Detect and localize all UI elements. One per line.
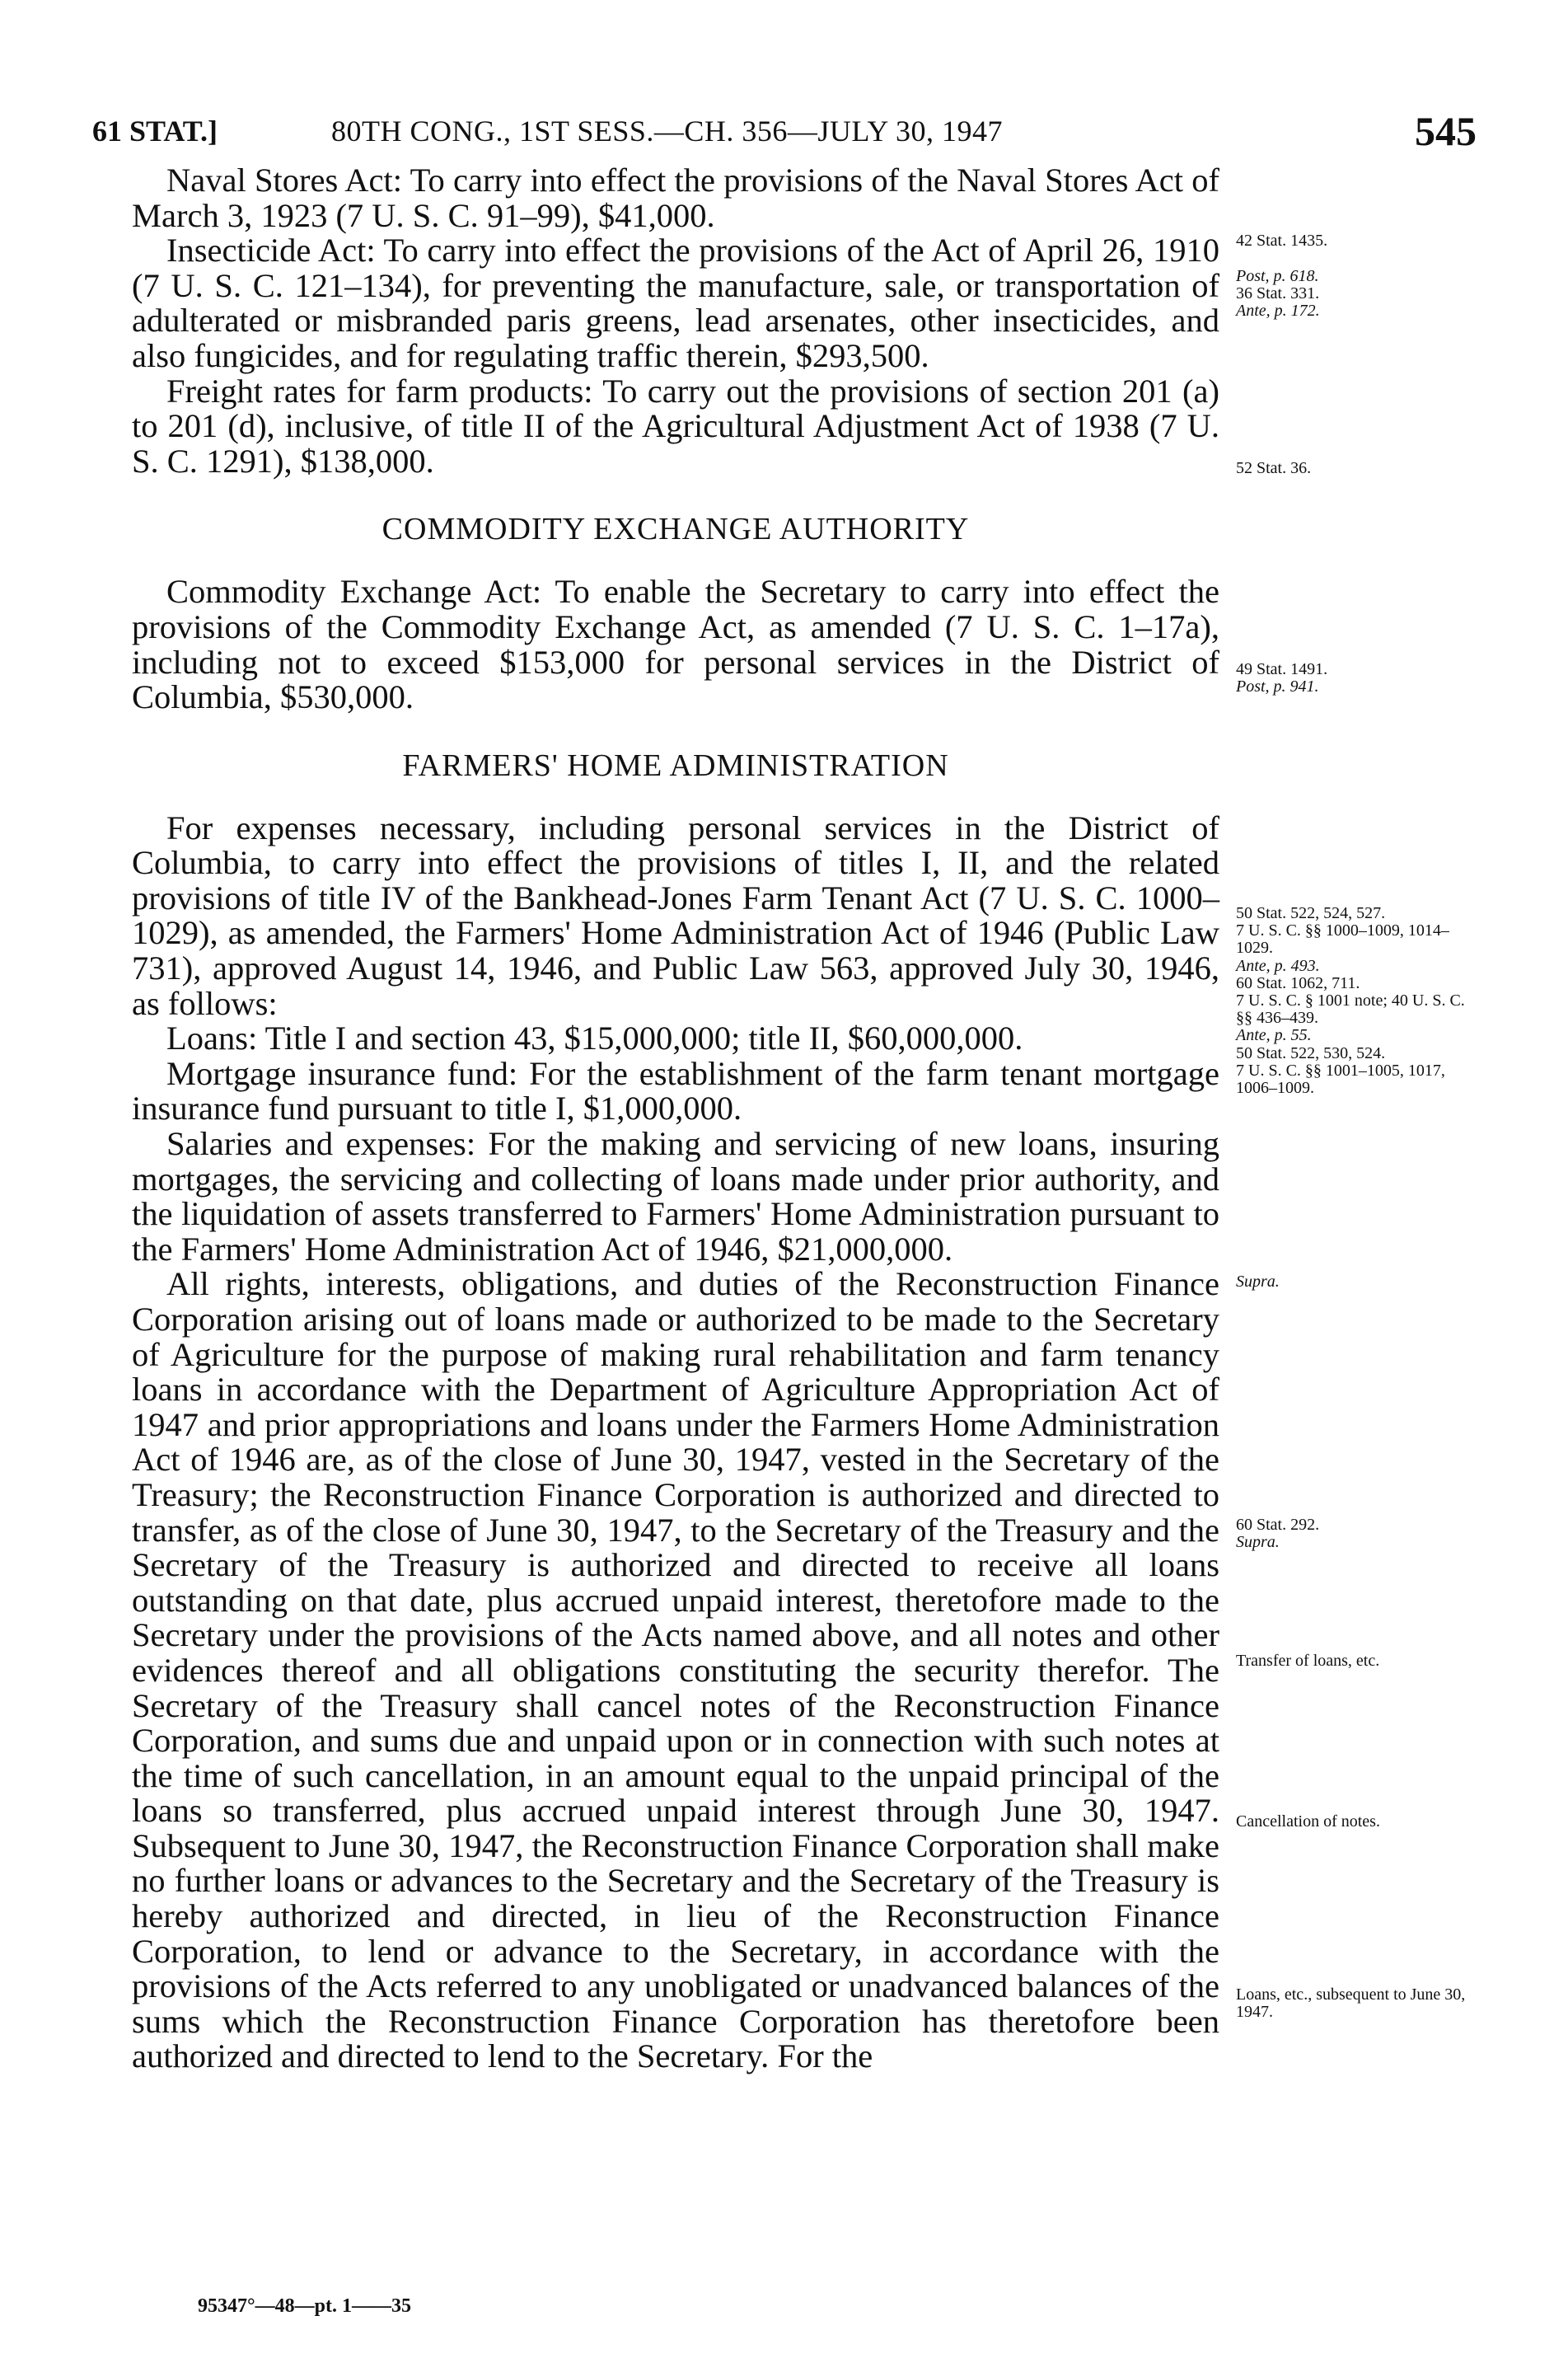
margin-note: Post, p. 618. 36 Stat. 331. Ante, p. 172. — [1236, 267, 1320, 321]
paragraph-naval-stores: Naval Stores Act: To carry into effect the provisions of the Naval Stores Act of March 3, 1923 (7 U. S. C. 91–99), $41,000. — [132, 162, 1219, 234]
margin-note: 49 Stat. 1491. Post, p. 941. — [1236, 660, 1328, 696]
paragraph-rights-transfer: All rights, interests, obligations, and duties of the Reconstruction Finance Corporation arising out of loans made or authorized to be made to the Secretary of Agriculture for the purpose of making rural rehabilitation and farm tenancy loans in accordance with the Department of Agriculture Appropriation Act of 1947 and prior appropriations and loans under the Farmers Home Administration Act of 1946 are, as of the close of June 30, 1947, vested in the Secretary of the Treasury; the Reconstruction Finance Corporation is authorized and directed to transfer, as of the close of June 30, 1947, to the Secretary of the Treasury and the Secretary of the Treasury is authorized and directed to receive all loans outstanding on that date, plus accrued unpaid interest, theretofore made to the Secretary under the provisions of the Acts named above, and all notes and other evidences thereof and all obligations constituting the security therefor. The Secretary of the Treasury shall cancel notes of the Reconstruction Finance Corporation, and sums due and unpaid upon or in connection with such notes at the time of such cancellation, in an amount equal to the unpaid principal of the loans so transferred, plus accrued unpaid interest through June 30, 1947. Subsequent to June 30, 1947, the Reconstruction Finance Corporation shall make no further loans or advances to the Secretary and the Secretary of the Treasury is hereby authorized and directed, in lieu of the Reconstruction Finance Corporation, to lend or advance to the Secretary, in accordance with the provisions of the Acts referred to any unobligated or unadvanced balances of the sums which the Reconstruction Finance Corporation has theretofore been authorized and directed to lend to the Secretary. For the — [132, 1265, 1219, 2075]
paragraph-mortgage-fund: Mortgage insurance fund: For the establishment of the farm tenant mortgage insurance fund pursuant to title I, $1,000,000. — [132, 1054, 1219, 1127]
paragraph-salaries: Salaries and expenses: For the making and servicing of new loans, insuring mortgages, the servicing and collecting of loans made under prior authority, and the liquidation of assets transferred to Farmers' Home Administration pursuant to the Farmers' Home Administration Act of 1946, $21,000,000. — [132, 1125, 1219, 1268]
section-heading-farmers-home: FARMERS' HOME ADMINISTRATION — [402, 748, 949, 783]
margin-note: Supra. — [1236, 1273, 1280, 1291]
page-header — [92, 107, 1477, 165]
margin-note: 42 Stat. 1435. — [1236, 232, 1328, 250]
margin-note: 50 Stat. 522, 524, 527. 7 U. S. C. §§ 1000–1009, 1014–1029. Ante, p. 493. 60 Stat. 1062, 711. 7 U. S. C. § 1001 note; 40 U. S. C. §§ 436–439. Ante, p. 55. 50 Stat. 522, 530, 524. 7 U. S. C. §§ 1001–1005, 1017, 1006–1009. — [1236, 904, 1465, 1097]
main-text — [132, 163, 1219, 2074]
print-signature: 95347°—48—pt. 1——35 — [198, 2295, 411, 2317]
paragraph-loans: Loans: Title I and section 43, $15,000,000; title II, $60,000,000. — [166, 1020, 1023, 1057]
margin-note: 52 Stat. 36. — [1236, 459, 1312, 477]
margin-note: Cancellation of notes. — [1236, 1812, 1380, 1831]
page-number: 545 — [1415, 108, 1477, 154]
paragraph-insecticide: Insecticide Act: To carry into effect the provisions of the Act of April 26, 1910 (7 U. S. C. 121–134), for preventing the manufacture, sale, or transportation of adulterated or misbranded paris greens, lead arsenates, other insecticides, and also fungicides, and for regulating traffic therein, $293,500. — [132, 232, 1219, 374]
paragraph-freight-rates: Freight rates for farm products: To carry out the provisions of section 201 (a) to 201 (d), inclusive, of title II of the Agricultural Adjustment Act of 1938 (7 U. S. C. 1291), $138,000. — [132, 372, 1219, 480]
margin-note: 60 Stat. 292. Supra. — [1236, 1516, 1320, 1552]
session-line: 80TH CONG., 1ST SESS.—CH. 356—JULY 30, 1947 — [331, 115, 1003, 148]
statute-reference: 61 STAT.] — [92, 115, 218, 148]
paragraph-commodity-exchange: Commodity Exchange Act: To enable the Secretary to carry into effect the provisions of the Commodity Exchange Act, as amended (7 U. S. C. 1–17a), including not to exceed $153,000 for personal services in the District of Columbia, $530,000. — [132, 573, 1219, 716]
margin-note: Transfer of loans, etc. — [1236, 1652, 1380, 1670]
section-heading-commodity: COMMODITY EXCHANGE AUTHORITY — [381, 512, 970, 547]
margin-note: Loans, etc., subsequent to June 30, 1947. — [1236, 1985, 1466, 2022]
paragraph-expenses: For expenses necessary, including personal services in the District of Columbia, to carry into effect the provisions of titles I, II, and the related provisions of title IV of the Bankhead-Jones Farm Tenant Act (7 U. S. C. 1000–1029), as amended, the Farmers' Home Administration Act of 1946 (Public Law 731), approved August 14, 1946, and Public Law 563, approved July 30, 1946, as follows: — [132, 809, 1219, 1022]
